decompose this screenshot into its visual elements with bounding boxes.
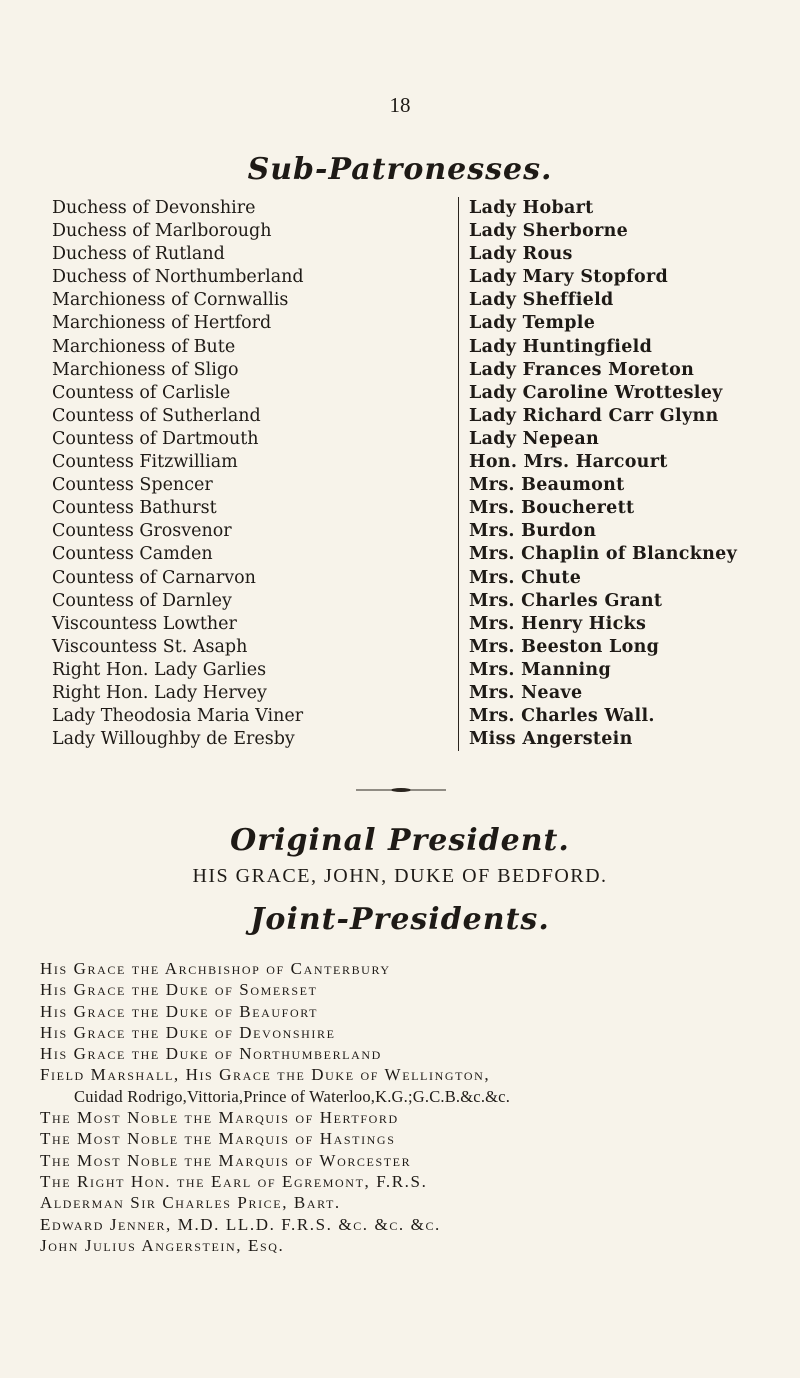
patroness-name: Countess Bathurst [52,498,217,519]
patroness-name: Lady Rous [469,244,573,265]
patronesses-right-column [458,197,799,751]
patroness-name: Countess of Dartmouth [52,428,259,449]
original-president-heading: Original President. [230,823,570,858]
patroness-name: Lady Hobart [469,198,594,218]
joint-president-entry: His Grace the Duke of Devonshire [40,1022,336,1042]
patroness-name: Lady Richard Carr Glynn [469,405,719,426]
original-president-name: HIS GRACE, JOHN, DUKE OF BEDFORD. [192,865,608,887]
patroness-name: Mrs. Chute [469,567,582,588]
patroness-name: Duchess of Rutland [52,244,225,265]
patroness-name: Lady Theodosia Maria Viner [52,706,304,727]
joint-president-entry: Field Marshall, His Grace the Duke of Wellington, [40,1065,491,1085]
patroness-name: Countess Spencer [52,475,213,496]
patroness-name: Lady Temple [469,313,596,334]
patroness-name: Lady Sheffield [469,290,614,311]
sub-patronesses-heading: Sub-Patronesses. [247,152,553,187]
patroness-name: Lady Mary Stopford [469,267,669,288]
patroness-name: Viscountess St. Asaph [52,636,248,657]
patroness-name: Countess of Carnarvon [52,567,256,588]
patroness-name: Mrs. Chaplin of Blanckney [469,544,738,565]
patroness-name: Marchioness of Bute [52,336,236,357]
patroness-name: Lady Huntingfield [469,336,653,357]
patroness-name: Mrs. Neave [469,682,583,703]
joint-president-entry: The Most Noble the Marquis of Hastings [40,1129,396,1149]
divider-ornament [356,788,446,792]
patroness-name: Marchioness of Cornwallis [52,290,289,311]
joint-president-entry: The Most Noble the Marquis of Hertford [40,1108,399,1128]
patroness-name: Mrs. Henry Hicks [469,613,647,634]
patroness-name: Lady Sherborne [469,221,629,242]
patroness-name: Hon. Mrs. Harcourt [469,452,668,473]
patroness-name: Mrs. Manning [469,659,611,680]
joint-president-entry: His Grace the Duke of Beaufort [40,1001,319,1021]
joint-president-entry: Edward Jenner, M.D. LL.D. F.R.S. &c. &c. &c. [40,1214,441,1234]
joint-president-entry: Alderman Sir Charles Price, Bart. [40,1193,341,1213]
joint-president-entry: His Grace the Duke of Somerset [40,980,318,1000]
patroness-name: Right Hon. Lady Hervey [52,682,267,703]
joint-presidents-heading: Joint-Presidents. [250,902,550,937]
patroness-name: Duchess of Northumberland [52,267,304,288]
patroness-name: Lady Caroline Wrottesley [469,382,723,403]
patroness-name: Mrs. Burdon [469,521,597,542]
patroness-name: Countess Fitzwilliam [52,452,238,473]
joint-president-entry: John Julius Angerstein, Esq. [40,1235,285,1255]
patroness-name: Viscountess Lowther [52,613,237,634]
patroness-name: Countess of Sutherland [52,405,261,426]
patroness-name: Mrs. Charles Grant [469,590,663,611]
patroness-name: Marchioness of Sligo [52,359,239,380]
page-number: 18 [389,93,411,117]
patroness-name: Countess Camden [52,544,213,565]
patroness-name: Marchioness of Hertford [52,313,272,334]
patroness-name: Duchess of Devonshire [52,198,256,218]
joint-presidents-list [40,958,800,1256]
patroness-name: Miss Angerstein [469,729,633,750]
patronesses-left-column [52,197,452,751]
patroness-name: Countess Grosvenor [52,521,232,542]
patroness-name: Mrs. Boucherett [469,498,635,519]
patroness-name: Mrs. Beeston Long [469,636,660,657]
patroness-name: Duchess of Marlborough [52,221,272,242]
joint-president-entry: His Grace the Duke of Northumberland [40,1044,382,1064]
patroness-name: Mrs. Beaumont [469,475,625,496]
joint-president-entry: The Most Noble the Marquis of Worcester [40,1150,412,1170]
patroness-name: Right Hon. Lady Garlies [52,659,267,680]
patroness-name: Lady Willoughby de Eresby [52,729,295,750]
joint-president-entry: His Grace the Archbishop of Canterbury [40,959,391,978]
joint-president-entry: The Right Hon. the Earl of Egremont, F.R.S. [40,1171,428,1191]
patroness-name: Lady Nepean [469,428,600,449]
patroness-name: Mrs. Charles Wall. [469,706,655,727]
patroness-name: Countess of Darnley [52,590,232,611]
patroness-name: Countess of Carlisle [52,382,231,403]
patroness-name: Lady Frances Moreton [469,359,695,380]
joint-president-entry: Cuidad Rodrigo,Vittoria,Prince of Waterloo,K.G.;G.C.B.&c.&c. [74,1086,511,1106]
